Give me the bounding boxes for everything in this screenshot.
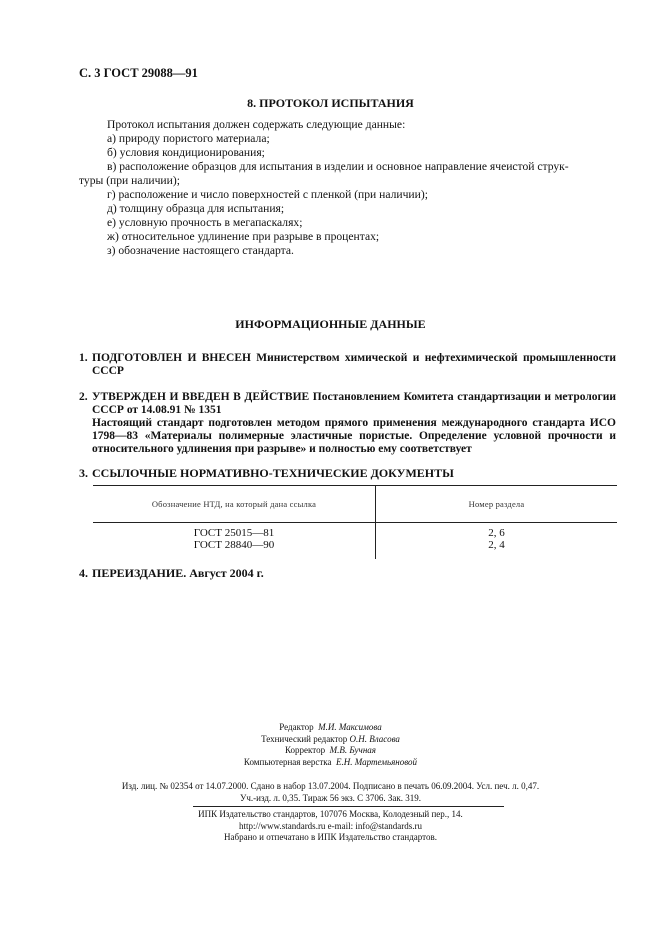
- info-item-number: 4.: [79, 566, 88, 580]
- section-8-title: 8. ПРОТОКОЛ ИСПЫТАНИЯ: [247, 96, 414, 110]
- publisher-line: ИПК Издательство стандартов, 107076 Москва, Колодезный пер., 14.: [198, 809, 463, 819]
- editor-name: М.И. Максимова: [318, 722, 382, 732]
- editor-line: [0, 734, 661, 746]
- editor-role: Корректор: [284, 745, 326, 755]
- info-item-lead: УТВЕРЖДЕН И ВВЕДЕН В ДЕЙСТВИЕ: [92, 391, 310, 403]
- table-row: [93, 523, 617, 560]
- list-item: а) природу пористого материала;: [107, 132, 270, 145]
- editor-role: Технический редактор: [261, 733, 348, 744]
- info-item-number: 1.: [79, 352, 88, 364]
- table-cell: [376, 523, 618, 560]
- info-item-2: [79, 391, 616, 456]
- editor-role: Компьютерная верстка: [243, 756, 332, 767]
- table-cell-value: 2, 6: [488, 527, 505, 539]
- info-item-extra: Настоящий стандарт подготовлен методом прямого применения международного стандарта ИСО 1798—83 «Материалы полимерные эластичные пористые. Определение условной прочности и относительного удлинения при разрыве» и полностью ему соответствует: [92, 417, 616, 455]
- publication-line: Уч.-изд. л. 0,35. Тираж 56 экз. С 3706. Зак. 319.: [239, 792, 422, 803]
- column-header: Обозначение НТД, на который дана ссылка: [93, 486, 376, 523]
- section-8-body: [0, 118, 661, 258]
- editor-name: Е.Н. Мартемьяновой: [336, 756, 418, 767]
- table-cell-value: ГОСТ 25015—81: [193, 527, 275, 539]
- publication-info: [0, 781, 661, 804]
- info-title: ИНФОРМАЦИОННЫЕ ДАННЫЕ: [235, 317, 426, 331]
- list-item: в) расположение образцов для испытания в изделии и основное направление ячеистой струк-: [107, 160, 569, 173]
- publisher-line: http://www.standards.ru e-mail: info@standards.ru: [239, 820, 422, 831]
- table-cell-value: 2, 4: [488, 539, 505, 551]
- table-cell-value: ГОСТ 28840—90: [193, 539, 275, 551]
- editor-role: Редактор: [279, 722, 314, 732]
- info-item-title: ССЫЛОЧНЫЕ НОРМАТИВНО-ТЕХНИЧЕСКИЕ ДОКУМЕНТЫ: [92, 466, 454, 480]
- list-item: туры (при наличии);: [79, 174, 180, 187]
- page-header: С. 3 ГОСТ 29088—91: [79, 66, 198, 80]
- editor-line: [0, 757, 661, 769]
- table-cell: [93, 523, 376, 560]
- column-header: Номер раздела: [468, 499, 525, 509]
- info-item-1: [79, 352, 616, 378]
- list-item: д) толщину образца для испытания;: [107, 202, 285, 215]
- info-item-text: Министерством химической и нефтехимической промышленности СССР: [92, 352, 616, 377]
- divider: [193, 806, 504, 807]
- editor-line: [0, 722, 661, 734]
- list-item: е) условную прочность в мегапаскалях;: [107, 216, 303, 229]
- info-item-text: ПЕРЕИЗДАНИЕ. Август 2004 г.: [92, 566, 264, 580]
- info-item-3: [79, 467, 616, 480]
- info-item-4: [79, 567, 616, 580]
- publisher-line: Набрано и отпечатано в ИПК Издательство стандартов.: [224, 832, 437, 842]
- info-item-lead: ПОДГОТОВЛЕН И ВНЕСЕН: [92, 352, 251, 364]
- list-item: г) расположение и число поверхностей с пленкой (при наличии);: [107, 188, 428, 201]
- info-item-number: 3.: [79, 466, 88, 480]
- references-table: [93, 485, 617, 559]
- table-header-row: [93, 486, 617, 523]
- info-item-text: Постановлением Комитета стандартизации и метрологии СССР от 14.08.91 № 1351: [92, 391, 616, 416]
- publisher-info: [0, 809, 661, 844]
- list-item: б) условия кондиционирования;: [107, 146, 265, 159]
- info-item-number: 2.: [79, 391, 88, 403]
- editor-line: [0, 745, 661, 757]
- editor-name: М.В. Бучная: [329, 745, 376, 755]
- editor-name: О.Н. Власова: [349, 733, 400, 744]
- publication-line: Изд. лиц. № 02354 от 14.07.2000. Сдано в набор 13.07.2004. Подписано в печать 06.09.2004. Усл. печ. л. 0,47.: [121, 781, 540, 791]
- list-item: з) обозначение настоящего стандарта.: [107, 244, 294, 257]
- editors-block: [0, 722, 661, 768]
- section-8-intro: Протокол испытания должен содержать следующие данные:: [107, 118, 406, 131]
- list-item: ж) относительное удлинение при разрыве в процентах;: [107, 230, 380, 243]
